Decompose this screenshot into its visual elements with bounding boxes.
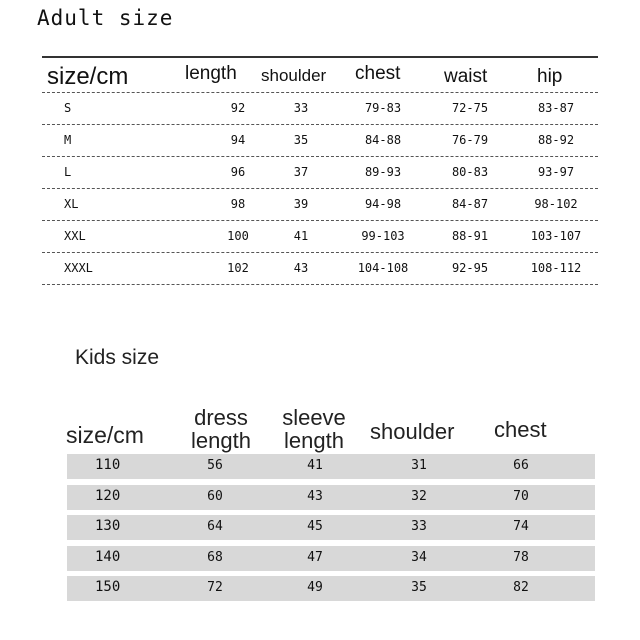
cell-chest: 78 [513, 549, 529, 565]
cell-size: M [64, 133, 72, 147]
cell-chest: 66 [513, 458, 529, 473]
header-shoulder: shoulder [370, 419, 455, 444]
cell-hip: 93-97 [537, 165, 575, 179]
table-row [42, 221, 598, 253]
cell-shoulder: 37 [293, 165, 309, 179]
cell-size: 110 [95, 457, 121, 473]
cell-shoulder: 31 [411, 458, 427, 473]
header-size: size/cm [66, 422, 144, 448]
table-row [42, 93, 598, 125]
header-hip: hip [537, 66, 563, 87]
cell-dress-length: 64 [207, 519, 223, 535]
table-row [42, 157, 598, 189]
cell-size: XXL [64, 229, 86, 243]
cell-hip: 88-92 [537, 133, 575, 147]
cell-waist: 72-75 [451, 101, 489, 115]
cell-waist: 80-83 [451, 165, 489, 179]
kids-header-row [0, 400, 640, 454]
cell-length: 102 [227, 261, 249, 275]
kids-size-title: Kids size [75, 346, 160, 369]
cell-waist: 92-95 [451, 261, 489, 275]
header-sleeve-length: sleeve length [282, 405, 346, 453]
cell-length: 100 [227, 229, 249, 243]
table-row [67, 485, 595, 510]
cell-shoulder: 33 [293, 101, 309, 115]
header-dress-length: dress length [191, 405, 251, 453]
cell-hip: 108-112 [530, 261, 582, 275]
table-row [67, 454, 595, 479]
cell-dress-length: 72 [207, 580, 223, 596]
adult-size-title: Adult size [37, 6, 174, 30]
header-chest: chest [494, 417, 547, 442]
cell-waist: 84-87 [451, 197, 489, 211]
cell-size: 150 [95, 579, 121, 596]
cell-size: L [64, 165, 72, 179]
cell-chest: 104-108 [357, 261, 409, 275]
header-length: length [185, 63, 237, 84]
cell-shoulder: 34 [411, 549, 427, 565]
adult-size-table [42, 56, 598, 285]
kids-size-table [67, 454, 595, 607]
header-shoulder: shoulder [261, 66, 327, 85]
cell-chest: 74 [513, 519, 529, 535]
cell-shoulder: 41 [293, 229, 309, 243]
table-row [42, 189, 598, 221]
cell-chest: 84-88 [364, 133, 402, 147]
header-chest: chest [355, 63, 401, 84]
cell-shoulder: 43 [293, 261, 309, 275]
table-row [67, 546, 595, 571]
cell-waist: 88-91 [451, 229, 489, 243]
cell-dress-length: 60 [207, 488, 223, 504]
cell-shoulder: 33 [411, 519, 427, 535]
cell-sleeve-length: 49 [307, 580, 323, 596]
cell-size: XL [64, 197, 79, 211]
header-size: size/cm [47, 63, 129, 90]
cell-hip: 103-107 [530, 229, 582, 243]
cell-shoulder: 35 [411, 580, 427, 596]
table-row [42, 253, 598, 285]
cell-length: 98 [230, 197, 246, 211]
cell-hip: 98-102 [534, 197, 578, 211]
cell-shoulder: 39 [293, 197, 309, 211]
table-row [42, 125, 598, 157]
adult-header-row [42, 58, 598, 93]
table-row [67, 576, 595, 601]
cell-size: 120 [95, 487, 121, 504]
cell-length: 96 [230, 165, 246, 179]
cell-size: 140 [95, 548, 121, 565]
cell-chest: 82 [513, 580, 529, 596]
cell-dress-length: 68 [207, 549, 223, 565]
cell-sleeve-length: 47 [307, 549, 323, 565]
cell-shoulder: 35 [293, 133, 309, 147]
cell-chest: 99-103 [361, 229, 405, 243]
cell-sleeve-length: 43 [307, 488, 323, 504]
cell-waist: 76-79 [451, 133, 489, 147]
cell-shoulder: 32 [411, 488, 427, 504]
cell-chest: 94-98 [364, 197, 402, 211]
cell-length: 94 [230, 133, 246, 147]
cell-hip: 83-87 [537, 101, 575, 115]
cell-chest: 79-83 [364, 101, 402, 115]
header-waist: waist [444, 66, 488, 87]
cell-chest: 70 [513, 488, 529, 504]
cell-sleeve-length: 41 [307, 458, 323, 473]
cell-dress-length: 56 [207, 458, 223, 473]
cell-size: XXXL [64, 261, 93, 275]
cell-sleeve-length: 45 [307, 519, 323, 535]
cell-size: 130 [95, 518, 121, 535]
cell-size: S [64, 101, 72, 115]
table-row [67, 515, 595, 540]
cell-chest: 89-93 [364, 165, 402, 179]
cell-length: 92 [230, 101, 246, 115]
